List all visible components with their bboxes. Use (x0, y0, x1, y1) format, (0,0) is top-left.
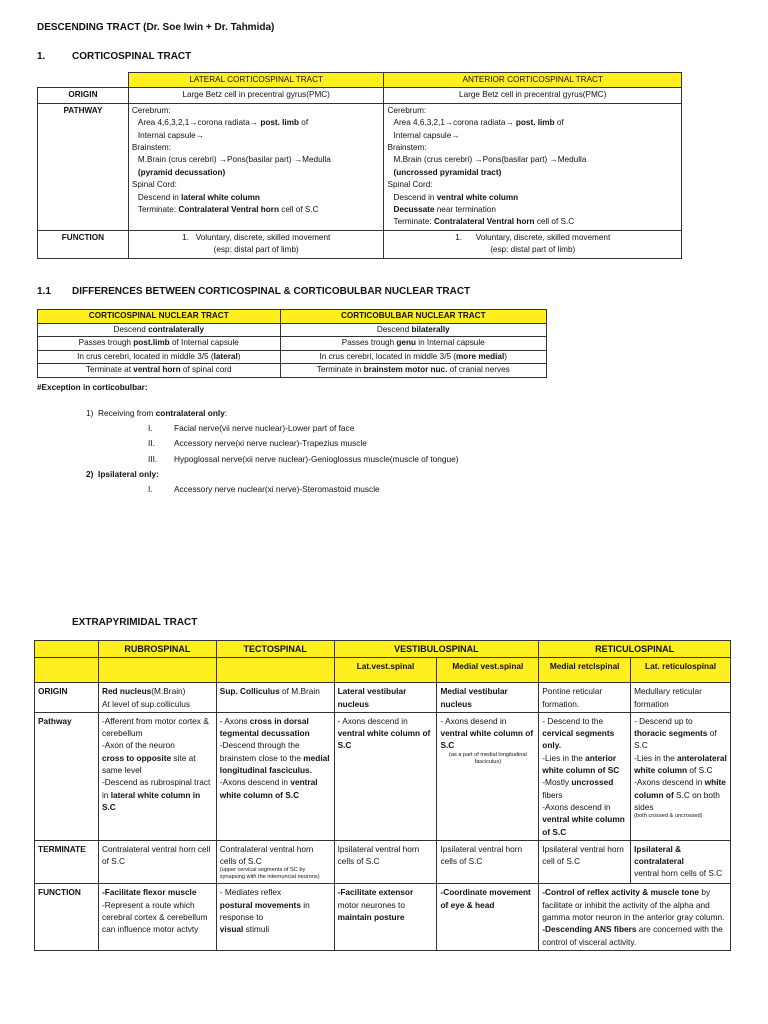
exception-sub1-iii-number: III. (148, 454, 158, 464)
diff-r2-right-bold: genu (396, 338, 416, 348)
terminate-rubrospinal: Contralateral ventral horn cell of S.C (98, 840, 216, 884)
lateral-terminate-post: cell of S.C (281, 205, 319, 215)
pathway-medret-4-bold: ventral white column of S.C (542, 814, 625, 837)
function-tecto-2-post: in response to (219, 899, 310, 923)
function-lateral-line1: Voluntary, discrete, skilled movement (195, 232, 331, 242)
pathway-anterior (384, 103, 682, 230)
section-1-title: CORTICOSPINAL TRACT (72, 51, 192, 62)
pathway-rubrospinal (98, 712, 216, 840)
exception-item-2-text: Ipsilateral only: (98, 469, 159, 479)
diff-r4-left-pre: Terminate at (85, 365, 131, 375)
pathway-latvest-post: of S.C (337, 728, 431, 751)
terminate-latret-3: ventral horn cells of S.C (634, 868, 723, 879)
function-reticulospinal (539, 884, 731, 950)
diff-r1-right-pre: Descend (376, 324, 410, 334)
pathway-latret-2-pre: -Lies in the (634, 752, 675, 763)
differences-table (37, 309, 547, 378)
function-rubro-1: -Facilitate flexor muscle (101, 887, 197, 898)
pathway-lat-vestibulospinal (334, 712, 437, 840)
pathway-lateral-area: Area 4,6,3,2,1→corona radiata→ (137, 118, 259, 128)
pathway-latret-3-pre: -Axons descend in (634, 777, 703, 788)
header-corticobulbar-nuclear: CORTICOBULBAR NUCLEAR TRACT (280, 310, 546, 324)
terminate-lat-vestibulospinal: Ipsilateral ventral horn cells of S.C (334, 840, 437, 884)
header-tectospinal: TECTOSPINAL (216, 641, 334, 658)
origin-rubro-line2: At level of sup.colliculus (101, 698, 191, 709)
function-anterior-line1: Voluntary, discrete, skilled movement (475, 232, 611, 242)
pathway-lateral-spinal: Spinal Cord: (131, 180, 177, 190)
pathway-latret-2-post: of S.C (689, 765, 713, 776)
pathway-latret-2-bold: anterolateral white column (634, 752, 727, 776)
pathway-anterior-of: of (556, 118, 564, 128)
function-tecto-3-bold: visual (219, 924, 244, 935)
diff-row3-right (280, 350, 546, 364)
function-ret-2-bold: -Descending ANS fibers (542, 924, 637, 935)
diff-row1-left (38, 323, 281, 337)
header-vestibulospinal: VESTIBULOSPINAL (334, 641, 539, 658)
header-reticulospinal: RETICULOSPINAL (539, 641, 731, 658)
section-1-1-title: DIFFERENCES BETWEEN CORTICOSPINAL & CORTICOBULBAR NUCLEAR TRACT (72, 286, 471, 297)
diff-row1-right (280, 323, 546, 337)
pathway-latret-3-post: S.C on both sides (634, 789, 720, 812)
exception-heading: #Exception in corticobulbar: (37, 383, 148, 392)
function-latvest-bold2: maintain posture (337, 912, 405, 923)
row-label-ext-origin: ORIGIN (35, 683, 99, 713)
pathway-anterior-mbrain: M.Brain (crus cerebri) →Pons(basilar part) →Medulla (393, 155, 587, 165)
row-label-ext-terminate: TERMINATE (35, 840, 99, 884)
function-anterior-line2: (esp: distal part of limb) (490, 245, 576, 255)
pathway-anterior-area: Area 4,6,3,2,1→corona radiata→ (393, 118, 514, 128)
pathway-medret-2-bold: anterior white column of SC (542, 752, 620, 776)
pathway-latret-1-pre: - Descend up to (634, 715, 693, 726)
pathway-lat-reticulospinal (631, 712, 731, 840)
pathway-lateral-postlimb: post. limb (260, 118, 299, 128)
pathway-medvest-pre: - Axons desend in (440, 715, 507, 726)
subheader-lat-reticulospinal: Lat. reticulospinal (631, 658, 731, 683)
pathway-latret-3-bold: white column of (634, 777, 726, 800)
pathway-lateral-cerebrum: Cerebrum: (131, 105, 171, 115)
pathway-med-reticulospinal (539, 712, 631, 840)
diff-r3-left-post: ) (237, 351, 241, 361)
row-label-function: FUNCTION (38, 230, 129, 258)
terminate-tectospinal (216, 840, 334, 884)
pathway-anterior-spinal: Spinal Cord: (387, 180, 433, 190)
subheader-medial-vest-spinal: Medial vest.spinal (437, 658, 539, 683)
pathway-latvest-pre: - Axons descend in (337, 715, 408, 726)
function-lateral-number: 1. (182, 232, 189, 242)
exception-sub2-i-text: Accessory nerve nuclear(xi nerve)-Steromastoid muscle (174, 484, 380, 494)
pathway-lateral-ic: Internal capsule→ (137, 130, 204, 140)
row-label-origin: ORIGIN (38, 88, 129, 103)
pathway-latret-1-bold: thoracic segments (634, 728, 708, 739)
pathway-medvest-bold: ventral white column of S.C (440, 728, 534, 751)
function-tecto-1: - Mediates reflex (219, 887, 282, 898)
diff-r1-left-bold: contralaterally (148, 324, 205, 334)
section-1-number: 1. (37, 51, 46, 62)
pathway-lateral-of: of (301, 118, 309, 128)
diff-r3-right-bold: more medial (456, 351, 505, 361)
exception-item-1-post: : (224, 408, 228, 418)
anterior-terminate-pre: Terminate: (393, 217, 432, 227)
header-lateral-cst: LATERAL CORTICOSPINAL TRACT (128, 73, 384, 88)
function-rubrospinal (98, 884, 216, 950)
exception-sub1-i-number: I. (148, 423, 153, 433)
anterior-terminate-bold: Contralateral Ventral horn (434, 217, 535, 227)
pathway-tecto-2-pre: -Descend through the brainstem close to the (219, 740, 301, 763)
corticospinal-table (37, 72, 682, 259)
header-rubrospinal: RUBROSPINAL (98, 641, 216, 658)
origin-rubro-rest: (M.Brain) (151, 686, 186, 697)
exception-item-1 (86, 408, 227, 418)
function-lat-vestibulospinal (334, 884, 437, 950)
origin-rubrospinal (98, 683, 216, 713)
pathway-lateral-brainstem: Brainstem: (131, 143, 172, 153)
diff-r3-right-pre: In crus cerebri, located in middle 3/5 ( (319, 351, 457, 361)
diff-r4-left-post: of spinal cord (182, 365, 232, 375)
row-label-ext-pathway: Pathway (35, 712, 99, 840)
terminate-latret-2: contralateral (634, 856, 684, 867)
terminate-tecto-note: (upper cervical segments of SC by synapsing with the internuncial neurons) (219, 867, 320, 881)
pathway-anterior-ic: Internal capsule→ (393, 130, 460, 140)
pathway-medret-1-pre: - Descend to the (542, 715, 604, 726)
pathway-tecto-3-bold: ventral white column of S.C (219, 777, 318, 800)
pathway-med-vestibulospinal (437, 712, 539, 840)
diff-r2-left-bold: post.limb (133, 338, 170, 348)
pathway-lateral-decussation: (pyramid decussation) (137, 167, 226, 177)
pathway-rubro-1: -Afferent from motor cortex & cerebellum (101, 715, 209, 739)
exception-item-1-pre: Receiving from (98, 408, 154, 418)
pathway-latret-note: (both crossed & uncrossed) (634, 813, 703, 820)
origin-tecto-rest: of M.Brain (282, 686, 320, 697)
origin-anterior: Large Betz cell in precentral gyrus(PMC) (384, 88, 682, 103)
exception-sub1-ii-text: Accessory nerve(xi nerve nuclear)-Trapezius muscle (174, 438, 367, 448)
lateral-terminate-bold: Contralateral Ventral horn (178, 205, 279, 215)
pathway-latret-1-post: of S.C (634, 728, 717, 751)
function-ret-2-post: are concerned with the control of visceral activity. (542, 924, 723, 947)
diff-r1-right-bold: bilaterally (411, 324, 450, 334)
lateral-descend-pre: Descend in (137, 192, 179, 202)
exception-item-2-number: 2) (86, 469, 94, 479)
diff-r2-right-post: in Internal capsule (418, 338, 485, 348)
diff-row3-left (38, 350, 281, 364)
header-anterior-cst: ANTERIOR CORTICOSPINAL TRACT (384, 73, 682, 88)
pathway-lateral (128, 103, 384, 230)
anterior-descend-bold: ventral white column (436, 192, 519, 202)
function-tecto-3-post: stimuli (245, 924, 270, 935)
diff-r4-left-bold: ventral horn (133, 365, 181, 375)
origin-rubro-bold: Red nucleus (101, 686, 152, 697)
section-1-1-number: 1.1 (37, 286, 51, 297)
diff-r3-left-pre: In crus cerebri, located in middle 3/5 ( (77, 351, 214, 361)
function-rubro-2: -Represent a route which cerebral cortex & cerebellum can influence motor actvty (101, 899, 208, 935)
pathway-anterior-brainstem: Brainstem: (387, 143, 427, 153)
exception-sub2-i-number: I. (148, 484, 153, 494)
function-latvest-mid: motor neurones to (337, 899, 405, 910)
terminate-lat-reticulospinal (631, 840, 731, 884)
diff-r4-right-bold: brainstem motor nuc. (363, 365, 448, 375)
pathway-medvest-note: (as a part of medial longitudinal fasciculus) (448, 751, 527, 765)
exception-item-1-number: 1) (86, 408, 94, 418)
function-lateral-line2: (esp: distal part of limb) (213, 245, 299, 255)
pathway-medret-3-pre: -Mostly (542, 777, 569, 788)
pathway-medret-3-post: fibers (542, 789, 563, 800)
origin-lat-reticulospinal: Medullary reticular formation (631, 683, 731, 713)
document-title: DESCENDING TRACT (Dr. Soe Iwin + Dr. Tahmida) (37, 22, 275, 33)
pathway-medret-4-pre: -Axons descend in (542, 801, 611, 812)
function-ret-1-bold: -Control of reflex activity & muscle tone (542, 887, 700, 898)
diff-r2-right-pre: Passes trough (341, 338, 395, 348)
pathway-latvest-bold: ventral white column (337, 728, 421, 739)
function-tecto-2-bold: postural movements (219, 899, 301, 910)
function-ret-1-post: by facilitate or inhibit the activity of the alpha and gamma motor neuron in the anterior gray column. (542, 887, 725, 923)
function-med-vestibulospinal: -Coordinate movement of eye & head (437, 884, 539, 950)
pathway-medret-2-pre: -Lies in the (542, 752, 583, 763)
origin-lat-vestibulospinal: Lateral vestibular nucleus (334, 683, 437, 713)
diff-r4-right-pre: Terminate in (316, 365, 362, 375)
pathway-rubro-4-bold: lateral white column in S.C (101, 789, 201, 812)
exception-item-2 (86, 469, 159, 479)
pathway-anterior-postlimb: post. limb (515, 118, 555, 128)
diff-r3-right-post: ) (504, 351, 507, 361)
pathway-tecto-3-pre: -Axons descend in (219, 777, 289, 788)
pathway-medret-3-bold: uncrossed (571, 777, 614, 788)
pathway-rubro-3-bold: cross to opposite (101, 752, 172, 763)
row-label-pathway: PATHWAY (38, 103, 129, 230)
terminate-med-reticulospinal: Ipsilateral ventral horn cell of S.C (539, 840, 631, 884)
pathway-lateral-mbrain: M.Brain (crus cerebri) →Pons(basilar part) →Medulla (137, 155, 331, 165)
extrapyramidal-table (34, 640, 731, 951)
anterior-terminate-post: cell of S.C (536, 217, 575, 227)
pathway-anterior-cerebrum: Cerebrum: (387, 105, 427, 115)
exception-sub1-iii-text: Hypoglossal nerve(xii nerve nuclear)-Genioglossus muscle(muscle of tongue) (174, 454, 459, 464)
diff-row4-right (280, 364, 546, 378)
subheader-medial-retclspinal: Medial retclspinal (539, 658, 631, 683)
pathway-rubro-2: -Axon of the neuron (101, 740, 175, 751)
diff-r3-left-bold: lateral (213, 351, 238, 361)
pathway-tecto-1-pre: - Axons (219, 715, 248, 726)
diff-r2-left-pre: Passes trough (78, 338, 131, 348)
terminate-med-vestibulospinal: Ipsilateral ventral horn cells of S.C (437, 840, 539, 884)
pathway-rubro-4-pre: -Descend as rubrospinal tract in (101, 777, 211, 800)
origin-tecto-bold: Sup. Colliculus (219, 686, 280, 697)
function-latvest-bold: -Facilitate extensor (337, 887, 414, 898)
function-lateral (128, 230, 384, 258)
lateral-terminate-pre: Terminate: (137, 205, 177, 215)
origin-lateral: Large Betz cell in precentral gyrus(PMC) (128, 88, 384, 103)
pathway-tectospinal (216, 712, 334, 840)
lateral-descend-bold: lateral white column (181, 192, 260, 202)
terminate-tecto-text: Contralateral ventral horn cells of S.C (219, 843, 314, 867)
origin-med-vestibulospinal: Medial vestibular nucleus (437, 683, 539, 713)
terminate-latret-1: Ipsilateral & (634, 843, 682, 854)
pathway-tecto-1-bold: cross in dorsal tegmental decussation (219, 715, 310, 739)
anterior-decussate-post: near termination (436, 205, 496, 215)
pathway-rubro-3-post: site at same level (101, 752, 196, 776)
pathway-medret-1-bold: cervical segments only. (542, 728, 615, 751)
header-corticospinal-nuclear: CORTICOSPINAL NUCLEAR TRACT (38, 310, 281, 324)
exception-item-1-bold: contralateral only (155, 408, 225, 418)
exception-sub1-i-text: Facial nerve(vii nerve nuclear)-Lower part of face (174, 423, 355, 433)
origin-med-reticulospinal: Pontine reticular formation. (539, 683, 631, 713)
function-anterior (384, 230, 682, 258)
diff-r2-left-post: of Internal capsule (171, 338, 239, 348)
pathway-anterior-uncrossed: (uncrossed pyramidal tract) (393, 167, 502, 177)
exception-sub1-ii-number: II. (148, 438, 155, 448)
diff-r1-left-pre: Descend (113, 324, 146, 334)
diff-row2-left (38, 337, 281, 351)
anterior-descend-pre: Descend in (393, 192, 435, 202)
diff-row2-right (280, 337, 546, 351)
diff-row4-left (38, 364, 281, 378)
diff-r4-right-post: of cranial nerves (449, 365, 510, 375)
pathway-tecto-2-bold: medial longitudinal fasciculus. (219, 752, 330, 776)
function-tectospinal (216, 884, 334, 950)
row-label-ext-function: FUNCTION (35, 884, 99, 950)
function-anterior-number: 1. (455, 232, 463, 242)
subheader-lat-vest-spinal: Lat.vest.spinal (334, 658, 437, 683)
extrapyramidal-title: EXTRAPYRIMIDAL TRACT (72, 617, 198, 628)
origin-tectospinal (216, 683, 334, 713)
anterior-decussate-bold: Decussate (393, 205, 435, 215)
